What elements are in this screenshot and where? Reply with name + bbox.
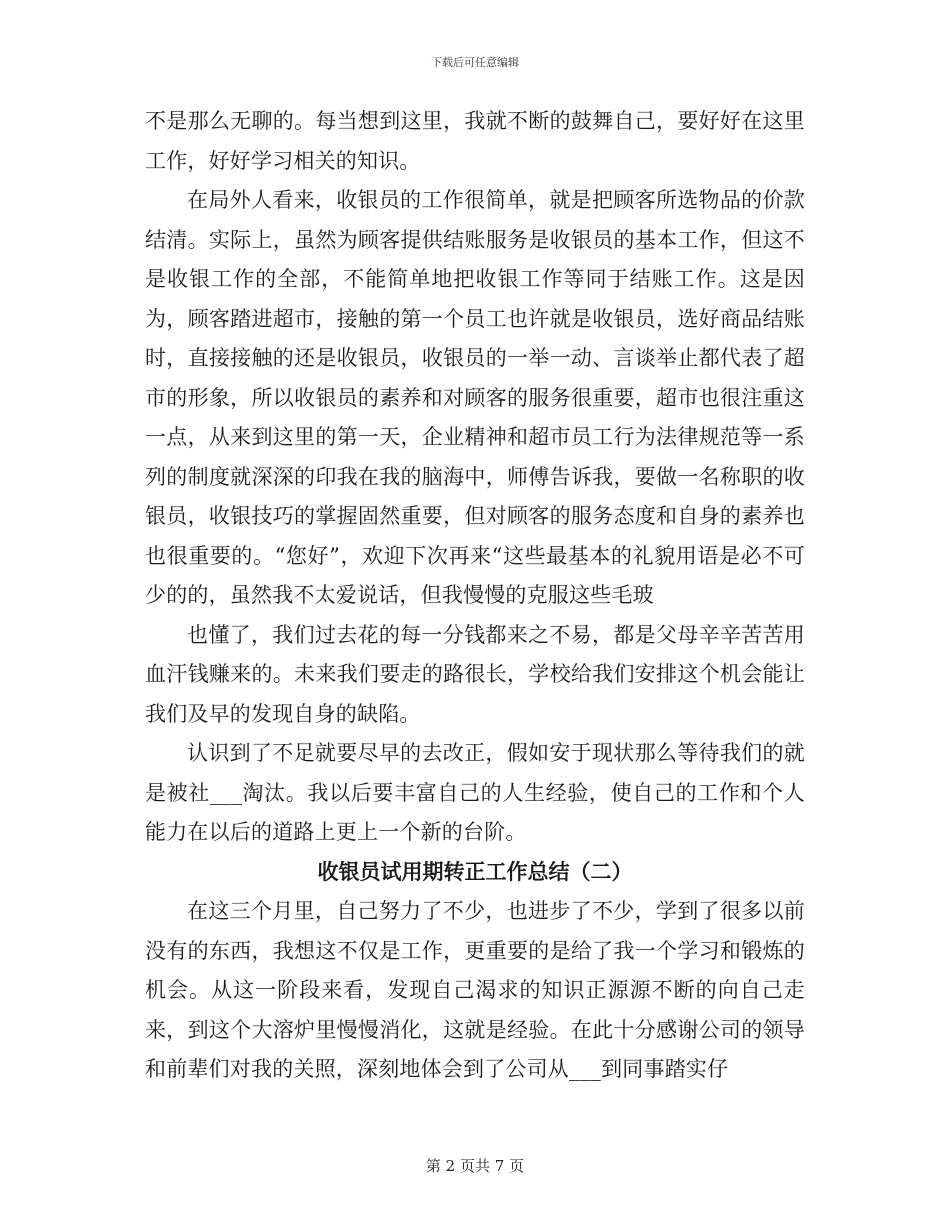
body-paragraph: 在局外人看来，收银员的工作很简单，就是把顾客所选物品的价款结清。实际上，虽然为顾客提供结账服务是收银员的基本工作，但这不是收银工作的全部，不能简单地把收银工作等同于结账工作。这是因为，顾客踏进超市，接触的第一个员工也许就是收银员，选好商品结账时，直接接触的还是收银员，收银员的一举一动、言谈举止都代表了超市的形象，所以收银员的素养和对顾客的服务很重要，超市也很注重这一点，从来到这里的第一天，企业精神和超市员工行为法律规范等一系列的制度就深深的印我在我的脑海中，师傅告诉我，要做一名称职的收银员，收银技巧的掌握固然重要，但对顾客的服务态度和自身的素养也也很重要的。“您好”，欢迎下次再来“这些最基本的礼貌用语是必不可少的的，虽然我不太爱说话，但我慢慢的克服这些毛玻 — [145, 188, 805, 607]
body-paragraph: 不是那么无聊的。每当想到这里，我就不断的鼓舞自己，要好好在这里工作，好好学习相关的知识。 — [145, 109, 805, 173]
document-body — [145, 102, 805, 1090]
page-header: 下载后可任意编辑 — [431, 56, 519, 69]
page-footer: 第 2 页共 7 页 — [425, 1157, 525, 1175]
body-paragraph: 也懂了，我们过去花的每一分钱都来之不易，都是父母辛辛苦苦用血汗钱赚来的。未来我们要走的路很长，学校给我们安排这个机会能让我们及早的发现自身的缺陷。 — [145, 622, 805, 726]
body-paragraph: 在这三个月里，自己努力了不少，也进步了不少，学到了很多以前没有的东西，我想这不仅是工作，更重要的是给了我一个学习和锻炼的机会。从这一阶段来看，发现自己渴求的知识正源源不断的向自己走来，到这个大溶炉里慢慢消化，这就是经验。在此十分感谢公司的领导和前辈们对我的关照，深刻地体会到了公司从___到同事踏实仔 — [145, 899, 805, 1081]
body-paragraph: 认识到了不足就要尽早的去改正，假如安于现状那么等待我们的就是被社___淘汰。我以后要丰富自己的人生经验，使自己的工作和个人能力在以后的道路上更上一个新的台阶。 — [145, 741, 805, 844]
section-heading: 收银员试用期转正工作总结（二） — [317, 859, 633, 884]
